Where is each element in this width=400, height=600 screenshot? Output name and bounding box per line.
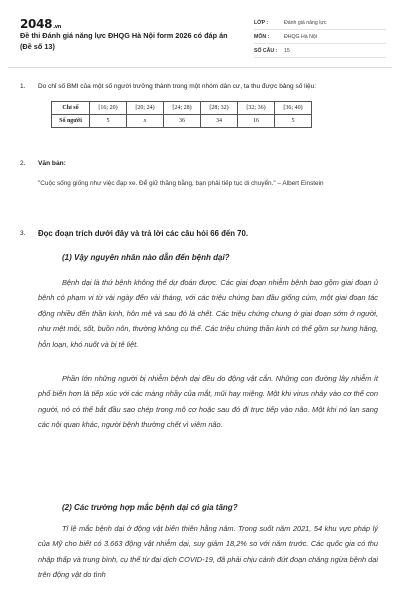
table-cell: [28; 32) [201,102,238,115]
question-2-label: Văn bản: [38,160,66,167]
exam-title: Đề thi Đánh giá năng lực ĐHQG Hà Nội form 2026 có đáp án (Đề số 13) [20,31,228,51]
question-1-prompt: Do chỉ số BMI của một số người trưởng thành trong một nhóm dân cư, ta thu được bảng số liệu: [38,83,317,90]
table-row [52,115,312,128]
table-cell: x [127,115,164,128]
question-1-number: 1. [20,83,26,90]
table-row [52,102,312,115]
meta-subject-value: ĐHQG Hà Nội [284,33,317,40]
table-cell: 16 [238,115,275,128]
meta-class-key: LỚP : [254,19,269,26]
paragraph-1: Bệnh dại là thứ bệnh không thể dự đoán được. Các giai đoạn nhiễm bệnh bao gồm giai đoạn ủ bệnh có phạm vi từ vài ngày đến vài tháng, với các triệu chứng ban đầu giống cúm, một giai đoạn tác động nhiều đến thần kinh, hôn mê và sau đó là chết. Các triệu chứng chung ở giai đoạn sớm ở người, như mệt mỏi, sốt, buồn nôn, thường không cụ thể. Các triệu chứng thần kinh có thể gồm sự hung hăng, hỗn loạn, khó nuốt và bị tê liệt. [38,278,378,349]
meta-class-value: Đánh giá năng lực [284,19,327,26]
page-header [0,0,400,66]
meta-subject-key: MÔN : [254,33,270,40]
site-logo[interactable]: 2048.vn [20,17,62,31]
table-cell: [24; 28) [164,102,201,115]
header-divider [8,67,392,68]
table-cell: 5 [90,115,127,128]
meta-subject-row [254,30,386,44]
section-1-title: (1) Vậy nguyên nhân nào dẫn đến bệnh dại? [62,253,230,262]
table-cell: [32; 36) [238,102,275,115]
table-cell: [20; 24) [127,102,164,115]
question-2-text: "Cuộc sống giống như việc đạp xe. Để giữ thăng bằng, bạn phải tiếp tục di chuyển." – Albert Einstein [38,180,324,187]
section-2-title: (2) Các trường hợp mắc bệnh dại có gia tăng? [62,503,238,512]
table-cell: 5 [275,115,312,128]
question-3-number: 3. [20,230,26,237]
exam-meta [254,16,386,58]
table-cell: 34 [201,115,238,128]
meta-count-key: SỐ CÂU : [254,47,278,54]
question-3-heading: Đọc đoạn trích dưới đây và trả lời các câu hỏi 66 đến 70. [38,229,248,238]
bmi-table [51,101,312,128]
table-row-header: Số người [52,115,90,128]
table-cell: [16; 20) [90,102,127,115]
meta-count-value: 15 [284,47,290,54]
table-cell: [36; 40) [275,102,312,115]
paragraph-3: Tỉ lệ mắc bệnh dại ở động vật biến thiên hằng năm. Trong suốt năm 2021, 54 khu vực pháp lý của Mỹ cho biết có 3.663 động vật nhiễm dại, suy giảm 18,2% so với năm trước. Các quốc gia có thu nhập thấp và trung bình, cụ thể từ đại dịch COVID-19, đã phải chịu cảnh đứt đoạn chăng ngừa bệnh dại trên động vật do tình [38,524,378,580]
table-cell: 36 [164,115,201,128]
table-row-header: Chỉ số [52,102,90,115]
question-2-number: 2. [20,160,26,167]
paragraph-2: Phần lớn những người bị nhiễm bệnh dại đều do động vật cắn. Những con đường lây nhiễm ít phổ biến hơn là tiếp xúc với các màng nhầy của mắt, mũi hay miệng. Một khi virus nhảy vào cơ thể con người, nó có thể bắt đầu sao chép trong mô cơ hoặc sau đó đi trực tiếp vào não. Một khi nó lan sang các nội quan khác, người bệnh thường chết vì viêm não. [38,374,378,430]
meta-count-row [254,44,386,58]
meta-class-row [254,16,386,30]
